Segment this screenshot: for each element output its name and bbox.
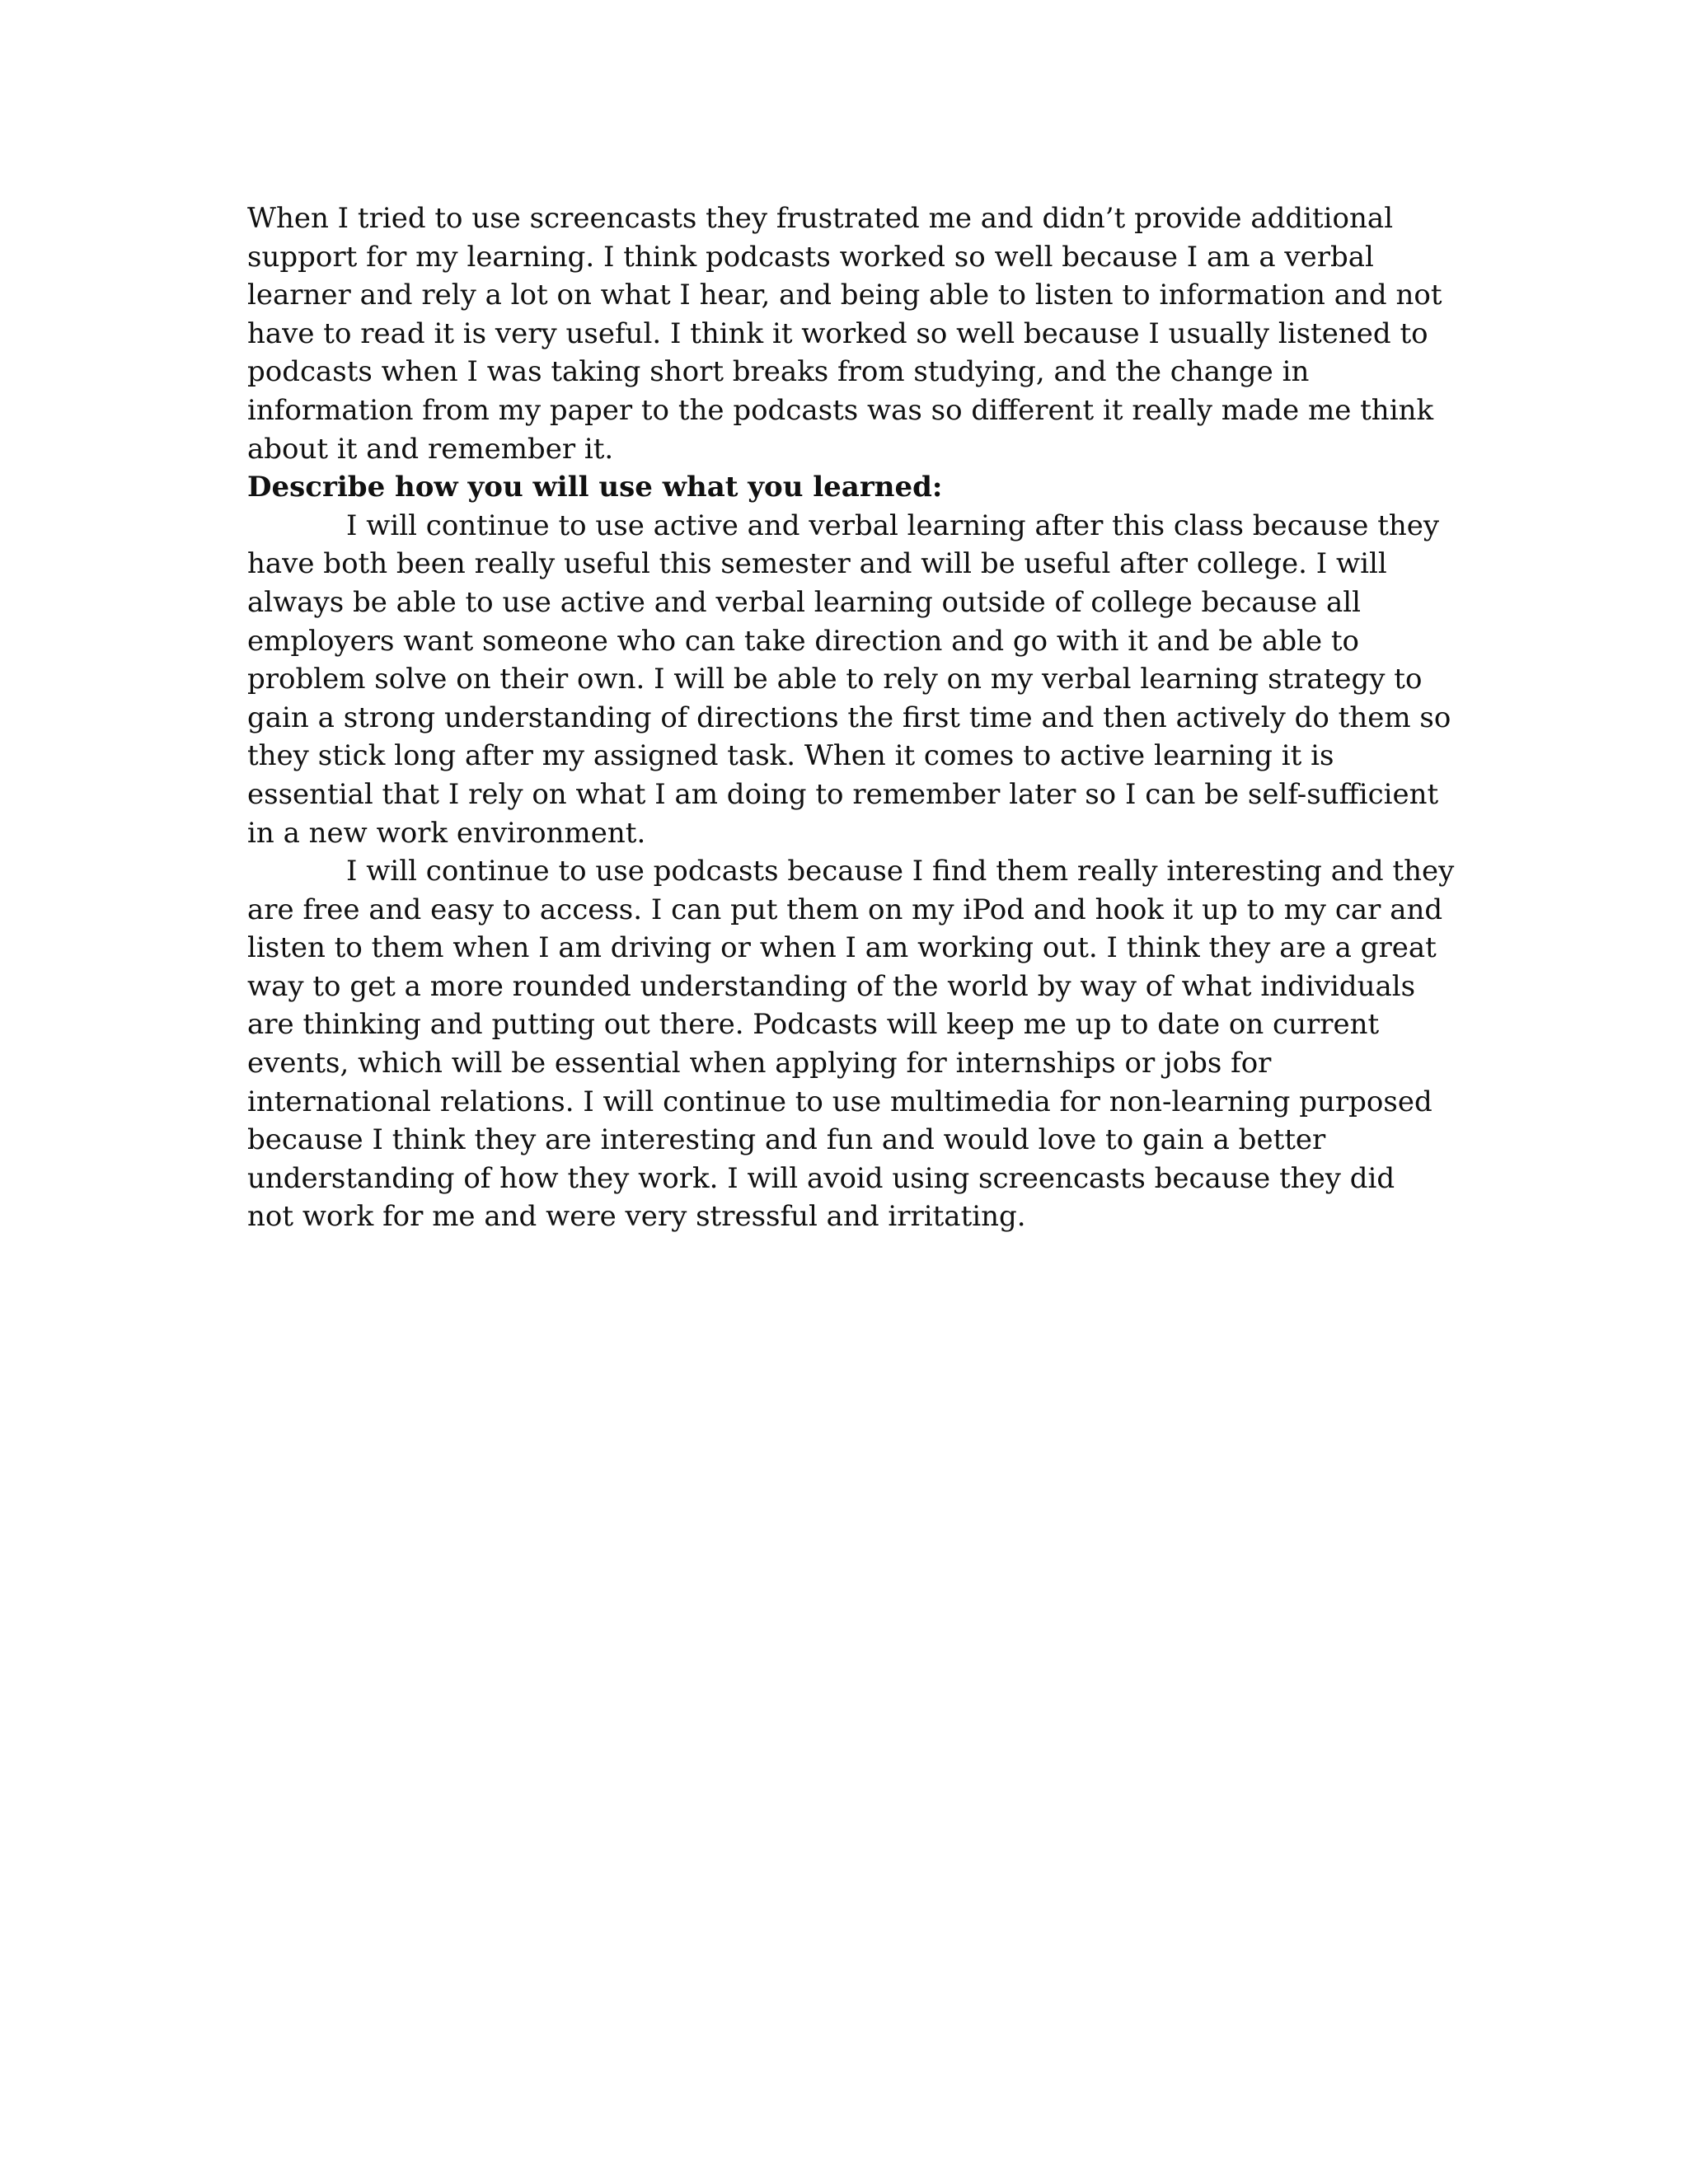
intro-paragraph xyxy=(247,199,1459,468)
paragraph-line: problem solve on their own. I will be able to rely on my verbal learning strategy to xyxy=(247,663,1423,696)
paragraph-line: because I think they are interesting and fun and would love to gain a better xyxy=(247,1123,1326,1157)
section-heading: Describe how you will use what you learned: xyxy=(247,471,943,504)
paragraph-line: always be able to use active and verbal learning outside of college because all xyxy=(247,585,1361,619)
paragraph-line: understanding of how they work. I will avoid using screencasts because they did xyxy=(247,1161,1395,1195)
paragraph-line: in a new work environment. xyxy=(247,816,646,850)
paragraph-line: I will continue to use active and verbal learning after this class because they xyxy=(346,509,1440,542)
document-body xyxy=(247,199,1459,1236)
paragraph-line: are thinking and putting out there. Podcasts will keep me up to date on current xyxy=(247,1008,1380,1042)
paragraph-line: learner and rely a lot on what I hear, and being able to listen to information and not xyxy=(247,279,1442,312)
paragraph-line: support for my learning. I think podcasts worked so well because I am a verbal xyxy=(247,240,1374,274)
paragraph-line: podcasts when I was taking short breaks from studying, and the change in xyxy=(247,355,1310,389)
paragraph-line: they stick long after my assigned task. When it comes to active learning it is xyxy=(247,739,1334,773)
paragraph-line: employers want someone who can take direction and go with it and be able to xyxy=(247,624,1360,658)
paragraph-line: When I tried to use screencasts they frustrated me and didn’t provide additional xyxy=(247,202,1394,235)
paragraph-line: have both been really useful this semester and will be useful after college. I will xyxy=(247,547,1387,581)
paragraph-active-verbal-learning xyxy=(247,507,1459,852)
paragraph-podcasts xyxy=(247,852,1459,1236)
paragraph-line: essential that I rely on what I am doing to remember later so I can be self-sufficient xyxy=(247,777,1439,811)
paragraph-line: gain a strong understanding of directions the first time and then actively do them so xyxy=(247,701,1451,734)
paragraph-line: international relations. I will continue to use multimedia for non-learning purposed xyxy=(247,1085,1432,1118)
paragraph-line: way to get a more rounded understanding of the world by way of what individuals xyxy=(247,969,1416,1003)
paragraph-line: have to read it is very useful. I think it worked so well because I usually listened to xyxy=(247,316,1428,350)
paragraph-line: are free and easy to access. I can put them on my iPod and hook it up to my car and xyxy=(247,893,1443,926)
paragraph-line: events, which will be essential when applying for internships or jobs for xyxy=(247,1047,1272,1080)
paragraph-line: information from my paper to the podcasts was so different it really made me think xyxy=(247,393,1434,427)
paragraph-line: I will continue to use podcasts because I find them really interesting and they xyxy=(346,855,1455,888)
paragraph-line: listen to them when I am driving or when I am working out. I think they are a great xyxy=(247,931,1437,965)
paragraph-line: about it and remember it. xyxy=(247,432,614,466)
paragraph-line: not work for me and were very stressful and irritating. xyxy=(247,1200,1026,1234)
